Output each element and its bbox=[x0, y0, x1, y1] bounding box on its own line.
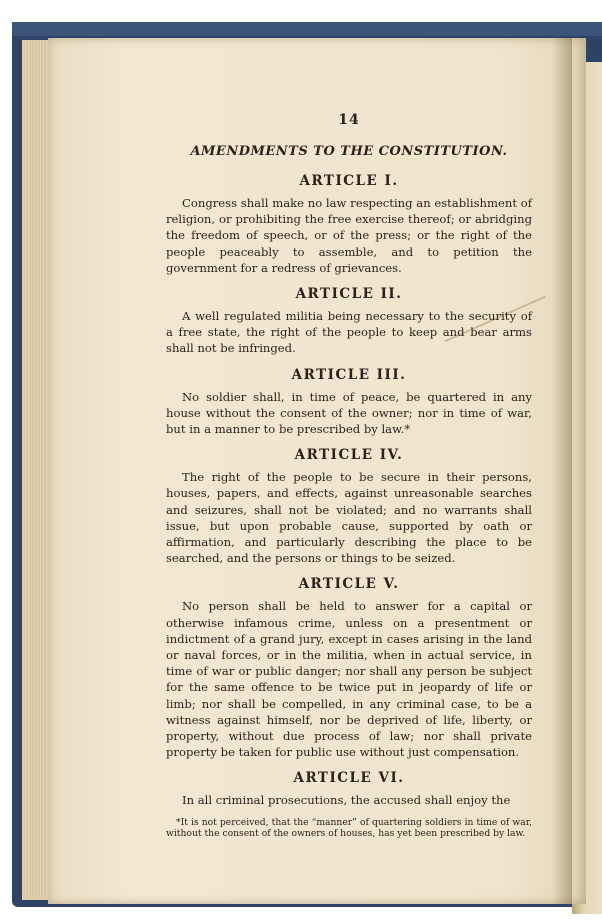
article-3 bbox=[166, 367, 532, 438]
article-4 bbox=[166, 447, 532, 566]
article-text: The right of the people to be secure in their persons, houses, papers, and effects, against unreasonable searches and seizures, shall not be violated; and no warrants shall issue, but upon probable cause, supported by oath or affirmation, and particularly describing the place to be searched, and the persons or things to be seized. bbox=[166, 470, 532, 566]
page-number: 14 bbox=[338, 112, 360, 128]
article-5 bbox=[166, 576, 532, 760]
article-text: No soldier shall, in time of peace, be quartered in any house without the consent of the owner; nor in time of war, but in a manner to be prescribed by law.* bbox=[166, 389, 532, 437]
article-1 bbox=[166, 173, 532, 276]
article-text: No person shall be held to answer for a capital or otherwise infamous crime, unless on a presentment or indictment of a grand jury, except in cases arising in the land or naval forces, or in the militia, when in actual service, in time of war or public danger; nor shall any person be subject for the same offence to be twice put in jeopardy of life or limb; nor shall be compelled, in any criminal case, to be a witness against himself, nor be deprived of life, liberty, or property, without due process of law; nor shall private property be taken for public use without just compensation. bbox=[166, 599, 532, 760]
article-6 bbox=[166, 770, 532, 808]
article-text: Congress shall make no law respecting an establishment of religion, or prohibiting the free exercise thereof; or abridging the freedom of speech, or of the press; or the right of the people peaceably to assemble, and to petition the government for a redress of grievances. bbox=[166, 196, 532, 275]
running-title: AMENDMENTS TO THE CONSTITUTION. bbox=[190, 144, 508, 159]
article-heading: ARTICLE IV. bbox=[294, 447, 404, 464]
article-text: In all criminal prosecutions, the accused shall enjoy the bbox=[182, 793, 511, 808]
gutter-shadow bbox=[552, 38, 572, 904]
page-content bbox=[166, 112, 532, 849]
article-heading: ARTICLE V. bbox=[298, 576, 400, 593]
article-heading: ARTICLE VI. bbox=[293, 770, 405, 787]
article-heading: ARTICLE III. bbox=[291, 366, 407, 383]
article-heading: ARTICLE I. bbox=[299, 173, 399, 189]
article-text: A well regulated militia being necessary to the security of a free state, the right of the people to keep and bear arms shall not be infringed. bbox=[166, 309, 532, 356]
article-2 bbox=[166, 286, 532, 357]
book-top-edge bbox=[12, 22, 602, 36]
article-heading: ARTICLE II. bbox=[295, 286, 403, 303]
footnote: *It is not perceived, that the “manner” of quartering soldiers in time of war, without the consent of the owners of houses, has yet been prescribed by law. bbox=[166, 816, 532, 840]
